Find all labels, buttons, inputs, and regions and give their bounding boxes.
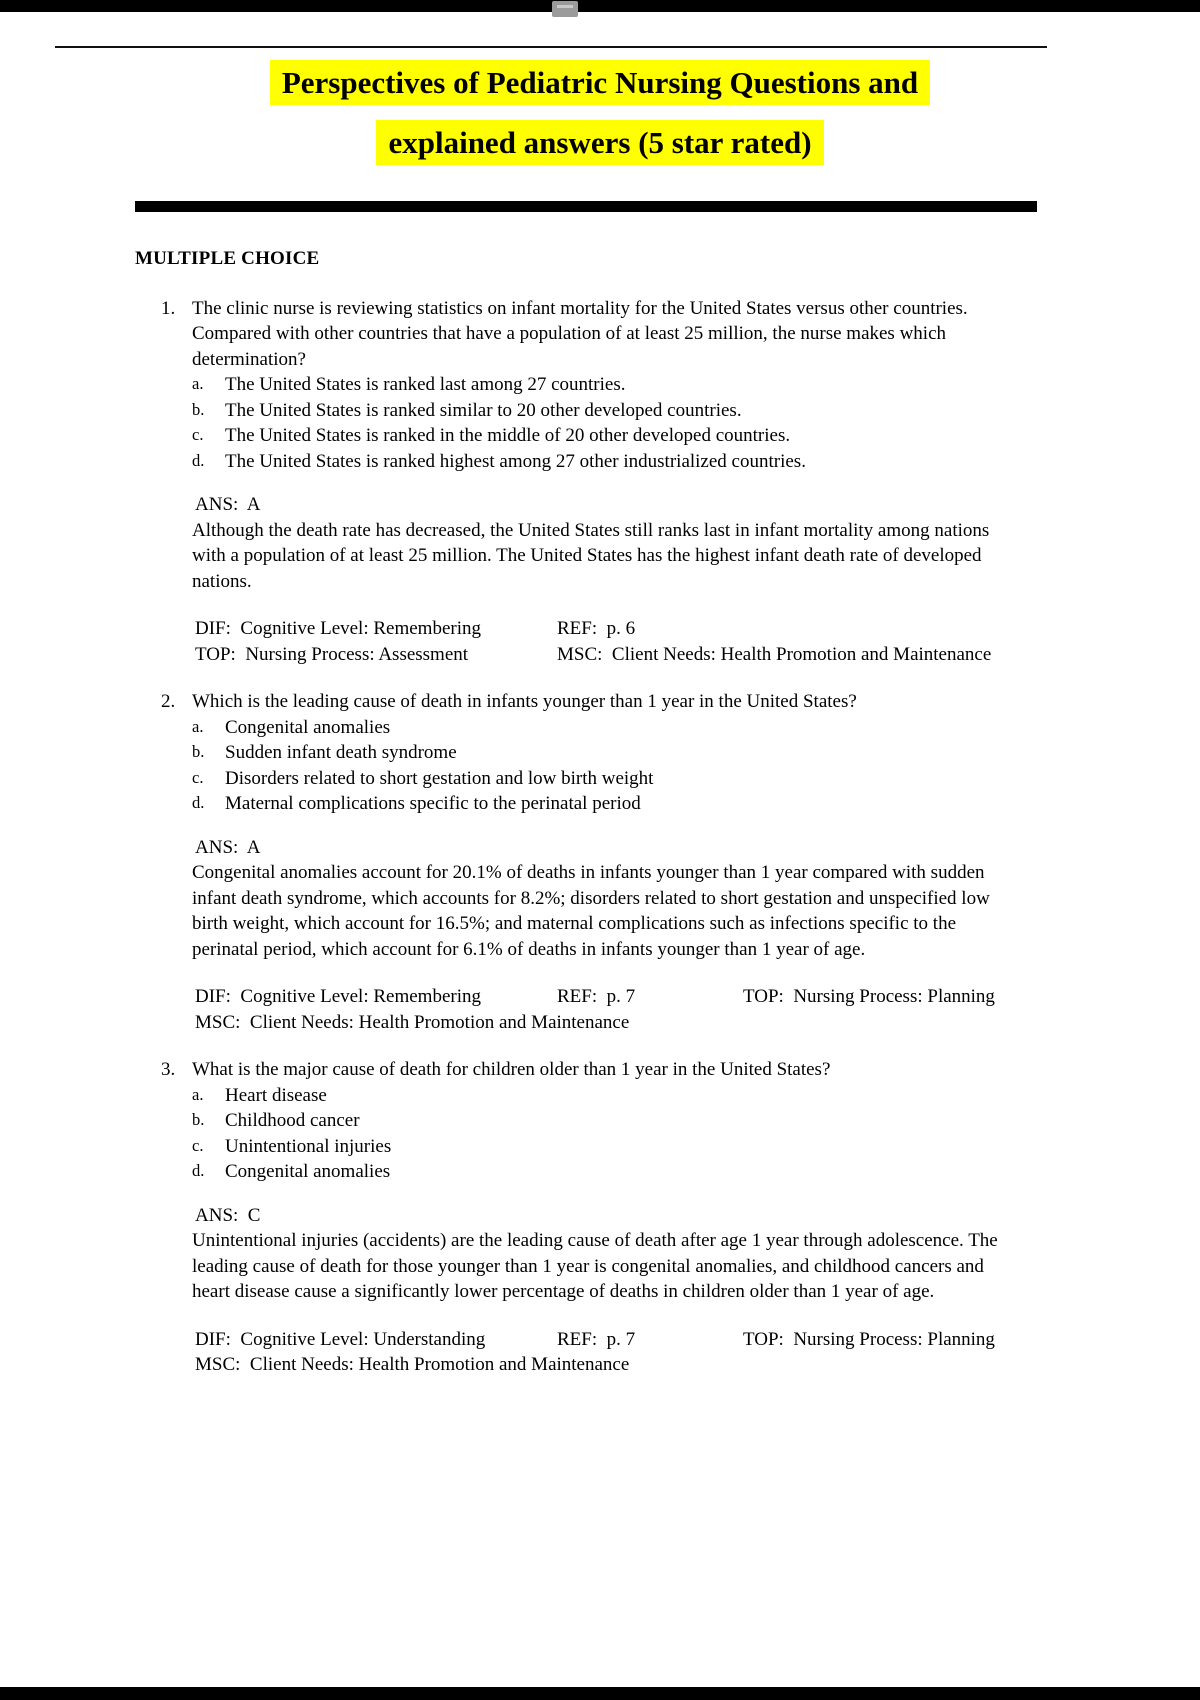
question-options xyxy=(192,715,1017,817)
option-text: Sudden infant death syndrome xyxy=(225,742,457,763)
meta-cell: DIF: Cognitive Level: Understanding xyxy=(195,1328,486,1350)
meta-cell: DIF: Cognitive Level: Remembering xyxy=(195,986,482,1007)
bottom-edge-bar xyxy=(0,1687,1200,1700)
answer-option xyxy=(192,423,1017,449)
option-text: Unintentional injuries xyxy=(225,1135,392,1157)
meta-row xyxy=(195,984,1017,1010)
option-letter: b. xyxy=(192,399,205,419)
document-body xyxy=(135,246,1040,1400)
question-block xyxy=(135,296,1040,668)
question-text: What is the major cause of death for children older than 1 year in the United States? xyxy=(192,1059,831,1080)
question-meta xyxy=(192,1327,1017,1378)
option-text: The United States is ranked in the middle of 20 other developed countries. xyxy=(225,425,791,446)
meta-cell: REF: p. 7 xyxy=(557,1328,636,1350)
meta-row xyxy=(195,616,1017,642)
header-divider-line xyxy=(55,46,1047,48)
title-highlight-2: explained answers (5 star rated) xyxy=(376,120,823,165)
meta-row xyxy=(195,1327,1017,1353)
answer-option xyxy=(192,791,1017,817)
answer-option xyxy=(192,372,1017,398)
meta-row xyxy=(195,1352,1017,1378)
answer-option xyxy=(192,1083,1017,1109)
option-text: Congenital anomalies xyxy=(225,1161,391,1182)
option-text: Congenital anomalies xyxy=(225,716,391,738)
question-block xyxy=(135,1057,1040,1378)
option-letter: a. xyxy=(192,1084,204,1104)
title-line-1 xyxy=(80,66,1120,100)
meta-row xyxy=(195,1010,1017,1036)
option-text: The United States is ranked similar to 20 other developed countries. xyxy=(225,399,742,421)
title-line-2 xyxy=(80,126,1120,160)
document-title xyxy=(80,66,1120,186)
option-letter: d. xyxy=(192,793,205,812)
meta-cell: DIF: Cognitive Level: Remembering xyxy=(195,618,482,639)
question-rationale: Although the death rate has decreased, the United States still ranks last in infant mortality among nations with a population of at least 25 million. The United States has the highest infant death rate of developed nations. xyxy=(192,519,990,592)
option-text: The United States is ranked highest among 27 other industrialized countries. xyxy=(225,450,806,472)
answer-option xyxy=(192,398,1017,424)
answer-option xyxy=(192,766,1017,792)
question-answer: ANS: A xyxy=(195,494,261,515)
option-text: Heart disease xyxy=(225,1084,327,1106)
option-letter: c. xyxy=(192,767,204,787)
meta-cell: REF: p. 7 xyxy=(557,986,636,1007)
question-answer: ANS: A xyxy=(195,836,261,858)
meta-row xyxy=(195,642,1017,668)
meta-cell: TOP: Nursing Process: Planning xyxy=(743,1328,995,1350)
meta-cell: MSC: Client Needs: Health Promotion and Maintenance xyxy=(557,643,992,665)
option-letter: b. xyxy=(192,1110,205,1129)
answer-option xyxy=(192,1159,1017,1185)
question-options xyxy=(192,372,1017,474)
page-icon xyxy=(552,1,578,17)
question-rationale: Congenital anomalies account for 20.1% of deaths in infants younger than 1 year compared with sudden infant death syndrome, which accounts for 8.2%; disorders related to short gestation and unspecified low birth weight, which account for 16.5%; and maternal complications such as infections specific to the perinatal period, which account for 6.1% of deaths in infants younger than 1 year of age. xyxy=(192,862,990,960)
question-number: 2. xyxy=(161,691,176,712)
question-block xyxy=(135,689,1040,1035)
question-number: 1. xyxy=(161,297,176,319)
answer-option xyxy=(192,1134,1017,1160)
option-text: Maternal complications specific to the perinatal period xyxy=(225,793,641,814)
answer-option xyxy=(192,740,1017,766)
meta-cell: MSC: Client Needs: Health Promotion and Maintenance xyxy=(195,1011,630,1033)
title-highlight-1: Perspectives of Pediatric Nursing Questions and xyxy=(270,60,930,105)
option-letter: b. xyxy=(192,742,205,761)
question-meta xyxy=(192,984,1017,1035)
option-letter: d. xyxy=(192,450,205,470)
meta-cell: MSC: Client Needs: Health Promotion and Maintenance xyxy=(195,1354,630,1375)
question-answer: ANS: C xyxy=(195,1204,261,1226)
question-body xyxy=(192,296,1017,668)
option-letter: c. xyxy=(192,1135,204,1155)
meta-cell: TOP: Nursing Process: Assessment xyxy=(195,643,469,665)
question-number: 3. xyxy=(161,1059,176,1080)
question-meta xyxy=(192,616,1017,667)
question-rationale: Unintentional injuries (accidents) are the leading cause of death after age 1 year through adolescence. The leading cause of death for those younger than 1 year is congenital anomalies, and childhood cancers and heart disease cause a significantly lower percentage of deaths in children older than 1 year of age. xyxy=(192,1230,998,1302)
answer-option xyxy=(192,449,1017,475)
question-text: The clinic nurse is reviewing statistics on infant mortality for the United States versus other countries. Compared with other countries that have a population of at least 25 million, the nurse makes which determination? xyxy=(192,297,968,370)
option-text: Disorders related to short gestation and low birth weight xyxy=(225,767,654,789)
answer-option xyxy=(192,715,1017,741)
answer-option xyxy=(192,1108,1017,1134)
section-heading: MULTIPLE CHOICE xyxy=(135,248,320,269)
question-body xyxy=(192,1057,1017,1378)
title-underline-bar xyxy=(135,201,1037,212)
questions xyxy=(135,296,1040,1378)
meta-cell: TOP: Nursing Process: Planning xyxy=(743,986,995,1007)
option-text: The United States is ranked last among 27 countries. xyxy=(225,374,626,395)
question-text: Which is the leading cause of death in infants younger than 1 year in the United States? xyxy=(192,691,857,712)
option-letter: a. xyxy=(192,374,204,393)
option-text: Childhood cancer xyxy=(225,1110,360,1131)
question-body xyxy=(192,689,1017,1035)
option-letter: a. xyxy=(192,716,204,736)
question-options xyxy=(192,1083,1017,1185)
meta-cell: REF: p. 6 xyxy=(557,618,636,639)
option-letter: d. xyxy=(192,1161,205,1180)
option-letter: c. xyxy=(192,425,204,444)
top-edge-bar xyxy=(0,0,1200,12)
